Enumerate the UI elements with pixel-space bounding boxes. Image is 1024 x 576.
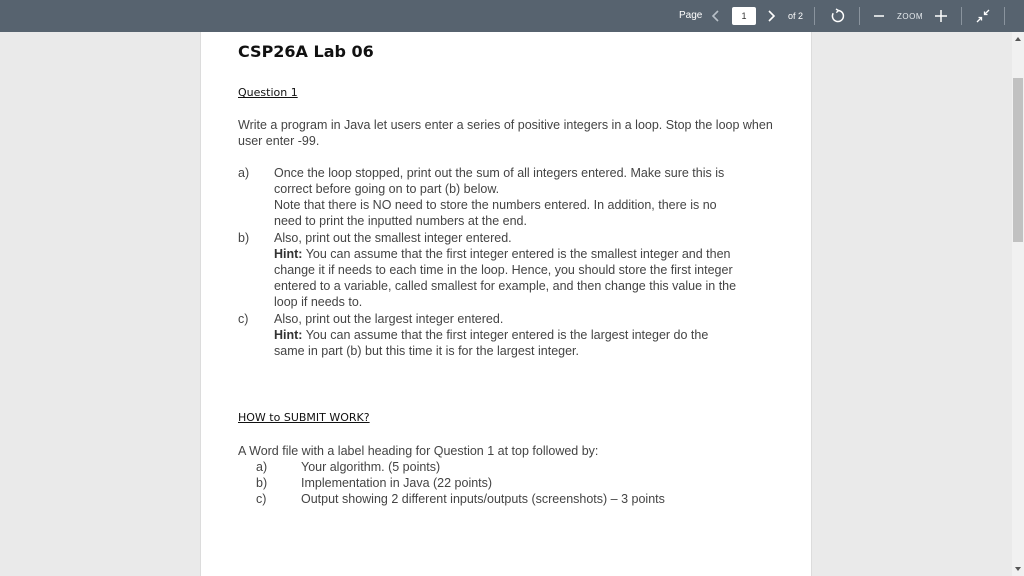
hint-label: Hint: (274, 247, 303, 261)
submit-marker: a) (256, 460, 268, 474)
submit-item: Output showing 2 different inputs/outputs (screenshots) – 3 points (301, 492, 665, 506)
hint-label: Hint: (274, 328, 303, 342)
part-marker: c) (238, 312, 249, 326)
document-page (200, 32, 812, 576)
submit-item: Your algorithm. (5 points) (301, 460, 441, 474)
scrollbar-thumb[interactable] (1013, 78, 1023, 242)
part-c-text: Also, print out the largest integer entered. Hint: You can assume that the first integer entered is the largest integer do the same in part (b) but this time it is for the largest integer. (274, 312, 709, 358)
part-marker: a) (238, 166, 250, 180)
toolbar-divider (1004, 7, 1005, 25)
question-intro: Write a program in Java let users enter a series of positive integers in a loop. Stop the loop when user enter -99. (238, 118, 773, 148)
next-page-icon[interactable] (765, 9, 777, 23)
document-title: CSP26A Lab 06 (238, 42, 374, 61)
part-b-text: Also, print out the smallest integer entered. Hint: You can assume that the first integer entered is the smallest integer and then change it if needs to each time in the loop. Hence, you should store the first integer entered to a variable, called smallest for example, and then change this value in the loop if needs to. (274, 231, 737, 309)
zoom-in-icon[interactable] (934, 8, 948, 24)
part-a-text: Once the loop stopped, print out the sum of all integers entered. Make sure this is correct before going on to part (b) below. Note that there is NO need to store the numbers entered. In addition, there is no need to print the inputted numbers at the end. (274, 166, 725, 228)
zoom-out-icon[interactable] (873, 9, 885, 23)
document-viewport[interactable] (0, 32, 1024, 576)
submit-intro: A Word file with a label heading for Question 1 at top followed by: (238, 444, 599, 458)
submit-marker: c) (256, 492, 267, 506)
submit-item: Implementation in Java (22 points) (301, 476, 493, 490)
exit-fullscreen-icon[interactable] (975, 8, 991, 24)
submit-heading: HOW to SUBMIT WORK? (238, 411, 370, 424)
toolbar-divider (961, 7, 962, 25)
page-label: Page (679, 10, 703, 21)
toolbar-divider (814, 7, 815, 25)
previous-page-icon[interactable] (710, 9, 722, 23)
pdf-toolbar (0, 0, 1024, 32)
part-marker: b) (238, 231, 250, 245)
zoom-label: ZOOM (897, 12, 923, 21)
toolbar-divider (859, 7, 860, 25)
submit-marker: b) (256, 476, 268, 490)
rotate-icon[interactable] (830, 8, 846, 24)
page-number-input[interactable] (732, 7, 756, 25)
scroll-up-icon[interactable] (1012, 32, 1024, 44)
page-count-label: of 2 (788, 11, 804, 21)
question-heading: Question 1 (238, 86, 298, 99)
scroll-down-icon[interactable] (1012, 562, 1024, 574)
